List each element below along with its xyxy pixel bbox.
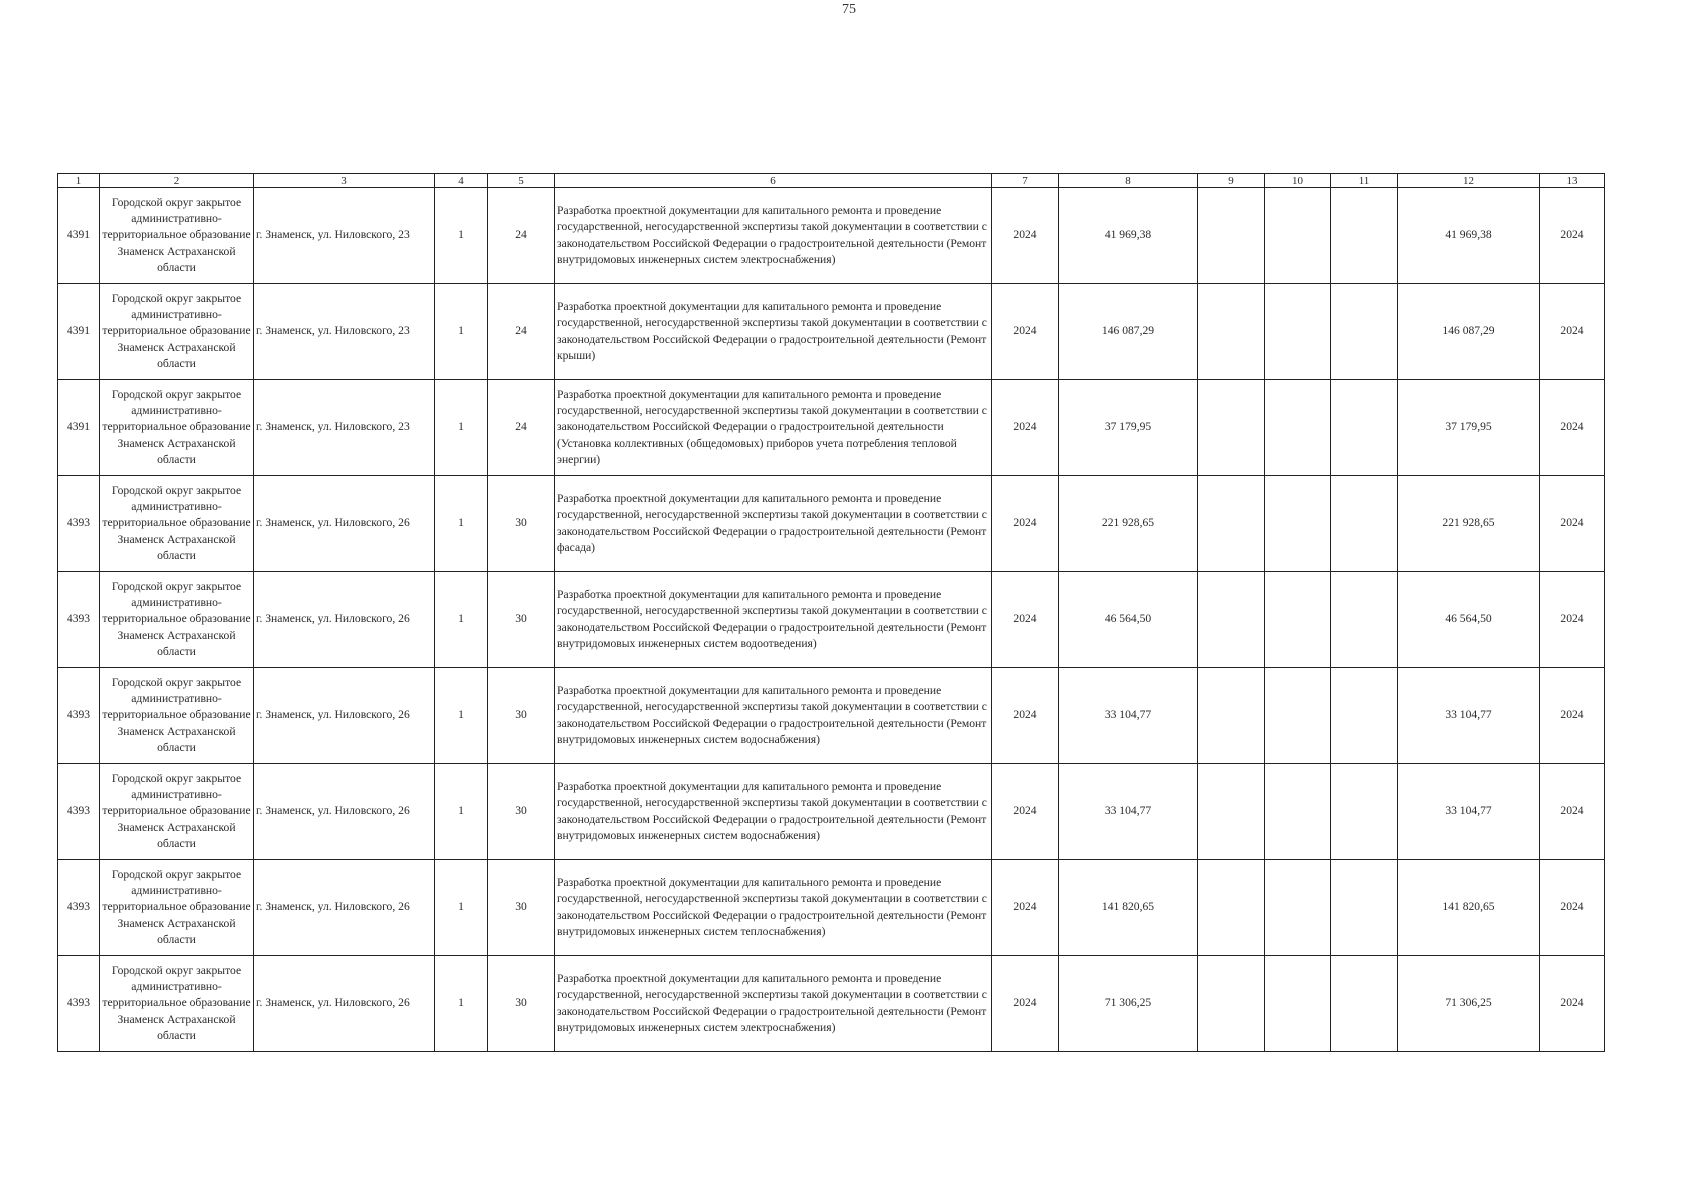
column-9-cell: [1198, 956, 1265, 1052]
work-description-cell: Разработка проектной документации для капитального ремонта и проведение государственной, негосударственной экспертизы такой документации в соответствии с законодательством Российской Федерации о градостроительной деятельности (Ремонт внутридомовых инженерных систем водоснабжения): [555, 668, 992, 764]
cost-amount-cell: 146 087,29: [1398, 284, 1540, 380]
work-description-cell: Разработка проектной документации для капитального ремонта и проведение государственной, негосударственной экспертизы такой документации в соответствии с законодательством Российской Федерации о градостроительной деятельности (Ремонт внутридомовых инженерных систем электроснабжения): [555, 188, 992, 284]
cost-total-cell: 33 104,77: [1059, 668, 1198, 764]
work-description-cell: Разработка проектной документации для капитального ремонта и проведение государственной, негосударственной экспертизы такой документации в соответствии с законодательством Российской Федерации о градостроительной деятельности (Ремонт внутридомовых инженерных систем водоснабжения): [555, 764, 992, 860]
column-9-cell: [1198, 380, 1265, 476]
year-cell: 2024: [992, 380, 1059, 476]
column-11-cell: [1331, 284, 1398, 380]
address-cell: г. Знаменск, ул. Ниловского, 23: [254, 380, 435, 476]
cost-amount-cell: 33 104,77: [1398, 668, 1540, 764]
municipality-cell: Городской округ закрытое административно-территориальное образование Знаменск Астраханской области: [100, 284, 254, 380]
column-10-cell: [1265, 764, 1331, 860]
cost-total-cell: 33 104,77: [1059, 764, 1198, 860]
table-row: [58, 764, 1605, 860]
cost-total-cell: 37 179,95: [1059, 380, 1198, 476]
address-cell: г. Знаменск, ул. Ниловского, 23: [254, 188, 435, 284]
address-cell: г. Знаменск, ул. Ниловского, 26: [254, 476, 435, 572]
table-row: [58, 188, 1605, 284]
column-9-cell: [1198, 764, 1265, 860]
column-5-cell: 24: [488, 380, 555, 476]
column-4-cell: 1: [435, 764, 488, 860]
address-cell: г. Знаменск, ул. Ниловского, 26: [254, 668, 435, 764]
column-10-cell: [1265, 572, 1331, 668]
column-9-cell: [1198, 860, 1265, 956]
table-row: [58, 572, 1605, 668]
column-4-cell: 1: [435, 668, 488, 764]
year-cell: 2024: [992, 668, 1059, 764]
column-11-cell: [1331, 764, 1398, 860]
municipality-cell: Городской округ закрытое административно-территориальное образование Знаменск Астраханской области: [100, 188, 254, 284]
cost-total-cell: 71 306,25: [1059, 956, 1198, 1052]
column-header-12: 12: [1398, 174, 1540, 188]
year-cell: 2024: [992, 860, 1059, 956]
column-header-9: 9: [1198, 174, 1265, 188]
cost-amount-cell: 46 564,50: [1398, 572, 1540, 668]
completion-year-cell: 2024: [1540, 380, 1605, 476]
completion-year-cell: 2024: [1540, 956, 1605, 1052]
table-row: [58, 380, 1605, 476]
completion-year-cell: 2024: [1540, 188, 1605, 284]
municipality-cell: Городской округ закрытое административно-территориальное образование Знаменск Астраханской области: [100, 860, 254, 956]
address-cell: г. Знаменск, ул. Ниловского, 26: [254, 764, 435, 860]
row-number-cell: 4391: [58, 284, 100, 380]
column-4-cell: 1: [435, 284, 488, 380]
column-5-cell: 30: [488, 860, 555, 956]
completion-year-cell: 2024: [1540, 476, 1605, 572]
column-4-cell: 1: [435, 860, 488, 956]
work-description-cell: Разработка проектной документации для капитального ремонта и проведение государственной, негосударственной экспертизы такой документации в соответствии с законодательством Российской Федерации о градостроительной деятельности (Ремонт крыши): [555, 284, 992, 380]
cost-amount-cell: 221 928,65: [1398, 476, 1540, 572]
row-number-cell: 4393: [58, 476, 100, 572]
capital-repair-register-table: [57, 173, 1605, 1052]
column-header-8: 8: [1059, 174, 1198, 188]
table-row: [58, 668, 1605, 764]
completion-year-cell: 2024: [1540, 764, 1605, 860]
address-cell: г. Знаменск, ул. Ниловского, 26: [254, 956, 435, 1052]
column-header-13: 13: [1540, 174, 1605, 188]
column-4-cell: 1: [435, 380, 488, 476]
cost-amount-cell: 41 969,38: [1398, 188, 1540, 284]
cost-amount-cell: 33 104,77: [1398, 764, 1540, 860]
address-cell: г. Знаменск, ул. Ниловского, 26: [254, 860, 435, 956]
row-number-cell: 4393: [58, 572, 100, 668]
column-10-cell: [1265, 284, 1331, 380]
municipality-cell: Городской округ закрытое административно-территориальное образование Знаменск Астраханской области: [100, 476, 254, 572]
column-4-cell: 1: [435, 188, 488, 284]
column-5-cell: 30: [488, 572, 555, 668]
column-11-cell: [1331, 380, 1398, 476]
year-cell: 2024: [992, 764, 1059, 860]
column-header-2: 2: [100, 174, 254, 188]
work-description-cell: Разработка проектной документации для капитального ремонта и проведение государственной, негосударственной экспертизы такой документации в соответствии с законодательством Российской Федерации о градостроительной деятельности (Ремонт внутридомовых инженерных систем водоотведения): [555, 572, 992, 668]
cost-total-cell: 146 087,29: [1059, 284, 1198, 380]
column-header-10: 10: [1265, 174, 1331, 188]
column-9-cell: [1198, 572, 1265, 668]
year-cell: 2024: [992, 188, 1059, 284]
column-header-1: 1: [58, 174, 100, 188]
column-4-cell: 1: [435, 476, 488, 572]
column-9-cell: [1198, 476, 1265, 572]
work-description-cell: Разработка проектной документации для капитального ремонта и проведение государственной, негосударственной экспертизы такой документации в соответствии с законодательством Российской Федерации о градостроительной деятельности (Ремонт внутридомовых инженерных систем электроснабжения): [555, 956, 992, 1052]
header-row: [58, 174, 1605, 188]
row-number-cell: 4393: [58, 956, 100, 1052]
column-header-3: 3: [254, 174, 435, 188]
column-11-cell: [1331, 860, 1398, 956]
column-10-cell: [1265, 380, 1331, 476]
municipality-cell: Городской округ закрытое административно-территориальное образование Знаменск Астраханской области: [100, 764, 254, 860]
table-row: [58, 476, 1605, 572]
column-10-cell: [1265, 476, 1331, 572]
address-cell: г. Знаменск, ул. Ниловского, 26: [254, 572, 435, 668]
column-5-cell: 30: [488, 476, 555, 572]
cost-total-cell: 141 820,65: [1059, 860, 1198, 956]
column-header-5: 5: [488, 174, 555, 188]
column-4-cell: 1: [435, 572, 488, 668]
column-10-cell: [1265, 860, 1331, 956]
municipality-cell: Городской округ закрытое административно-территориальное образование Знаменск Астраханской области: [100, 380, 254, 476]
column-header-4: 4: [435, 174, 488, 188]
table-body: [58, 188, 1605, 1052]
cost-total-cell: 221 928,65: [1059, 476, 1198, 572]
table-header: [58, 174, 1605, 188]
column-5-cell: 24: [488, 188, 555, 284]
column-11-cell: [1331, 572, 1398, 668]
column-5-cell: 30: [488, 764, 555, 860]
table-row: [58, 956, 1605, 1052]
column-10-cell: [1265, 956, 1331, 1052]
row-number-cell: 4391: [58, 380, 100, 476]
column-11-cell: [1331, 956, 1398, 1052]
column-10-cell: [1265, 668, 1331, 764]
column-header-7: 7: [992, 174, 1059, 188]
completion-year-cell: 2024: [1540, 572, 1605, 668]
column-header-6: 6: [555, 174, 992, 188]
cost-amount-cell: 37 179,95: [1398, 380, 1540, 476]
year-cell: 2024: [992, 284, 1059, 380]
column-9-cell: [1198, 188, 1265, 284]
municipality-cell: Городской округ закрытое административно-территориальное образование Знаменск Астраханской области: [100, 956, 254, 1052]
table-row: [58, 860, 1605, 956]
column-9-cell: [1198, 668, 1265, 764]
work-description-cell: Разработка проектной документации для капитального ремонта и проведение государственной, негосударственной экспертизы такой документации в соответствии с законодательством Российской Федерации о градостроительной деятельности (Ремонт фасада): [555, 476, 992, 572]
cost-total-cell: 46 564,50: [1059, 572, 1198, 668]
column-4-cell: 1: [435, 956, 488, 1052]
table-row: [58, 284, 1605, 380]
column-5-cell: 30: [488, 956, 555, 1052]
column-11-cell: [1331, 188, 1398, 284]
row-number-cell: 4391: [58, 188, 100, 284]
work-description-cell: Разработка проектной документации для капитального ремонта и проведение государственной, негосударственной экспертизы такой документации в соответствии с законодательством Российской Федерации о градостроительной деятельности (Установка коллективных (общедомовых) приборов учета потребления тепловой энергии): [555, 380, 992, 476]
column-5-cell: 24: [488, 284, 555, 380]
column-11-cell: [1331, 476, 1398, 572]
work-description-cell: Разработка проектной документации для капитального ремонта и проведение государственной, негосударственной экспертизы такой документации в соответствии с законодательством Российской Федерации о градостроительной деятельности (Ремонт внутридомовых инженерных систем теплоснабжения): [555, 860, 992, 956]
row-number-cell: 4393: [58, 764, 100, 860]
municipality-cell: Городской округ закрытое административно-территориальное образование Знаменск Астраханской области: [100, 572, 254, 668]
year-cell: 2024: [992, 572, 1059, 668]
column-10-cell: [1265, 188, 1331, 284]
column-11-cell: [1331, 668, 1398, 764]
completion-year-cell: 2024: [1540, 284, 1605, 380]
column-header-11: 11: [1331, 174, 1398, 188]
cost-amount-cell: 71 306,25: [1398, 956, 1540, 1052]
municipality-cell: Городской округ закрытое административно-территориальное образование Знаменск Астраханской области: [100, 668, 254, 764]
cost-amount-cell: 141 820,65: [1398, 860, 1540, 956]
row-number-cell: 4393: [58, 668, 100, 764]
address-cell: г. Знаменск, ул. Ниловского, 23: [254, 284, 435, 380]
year-cell: 2024: [992, 476, 1059, 572]
cost-total-cell: 41 969,38: [1059, 188, 1198, 284]
page-number: 75: [842, 2, 856, 17]
column-9-cell: [1198, 284, 1265, 380]
column-5-cell: 30: [488, 668, 555, 764]
completion-year-cell: 2024: [1540, 668, 1605, 764]
row-number-cell: 4393: [58, 860, 100, 956]
completion-year-cell: 2024: [1540, 860, 1605, 956]
year-cell: 2024: [992, 956, 1059, 1052]
